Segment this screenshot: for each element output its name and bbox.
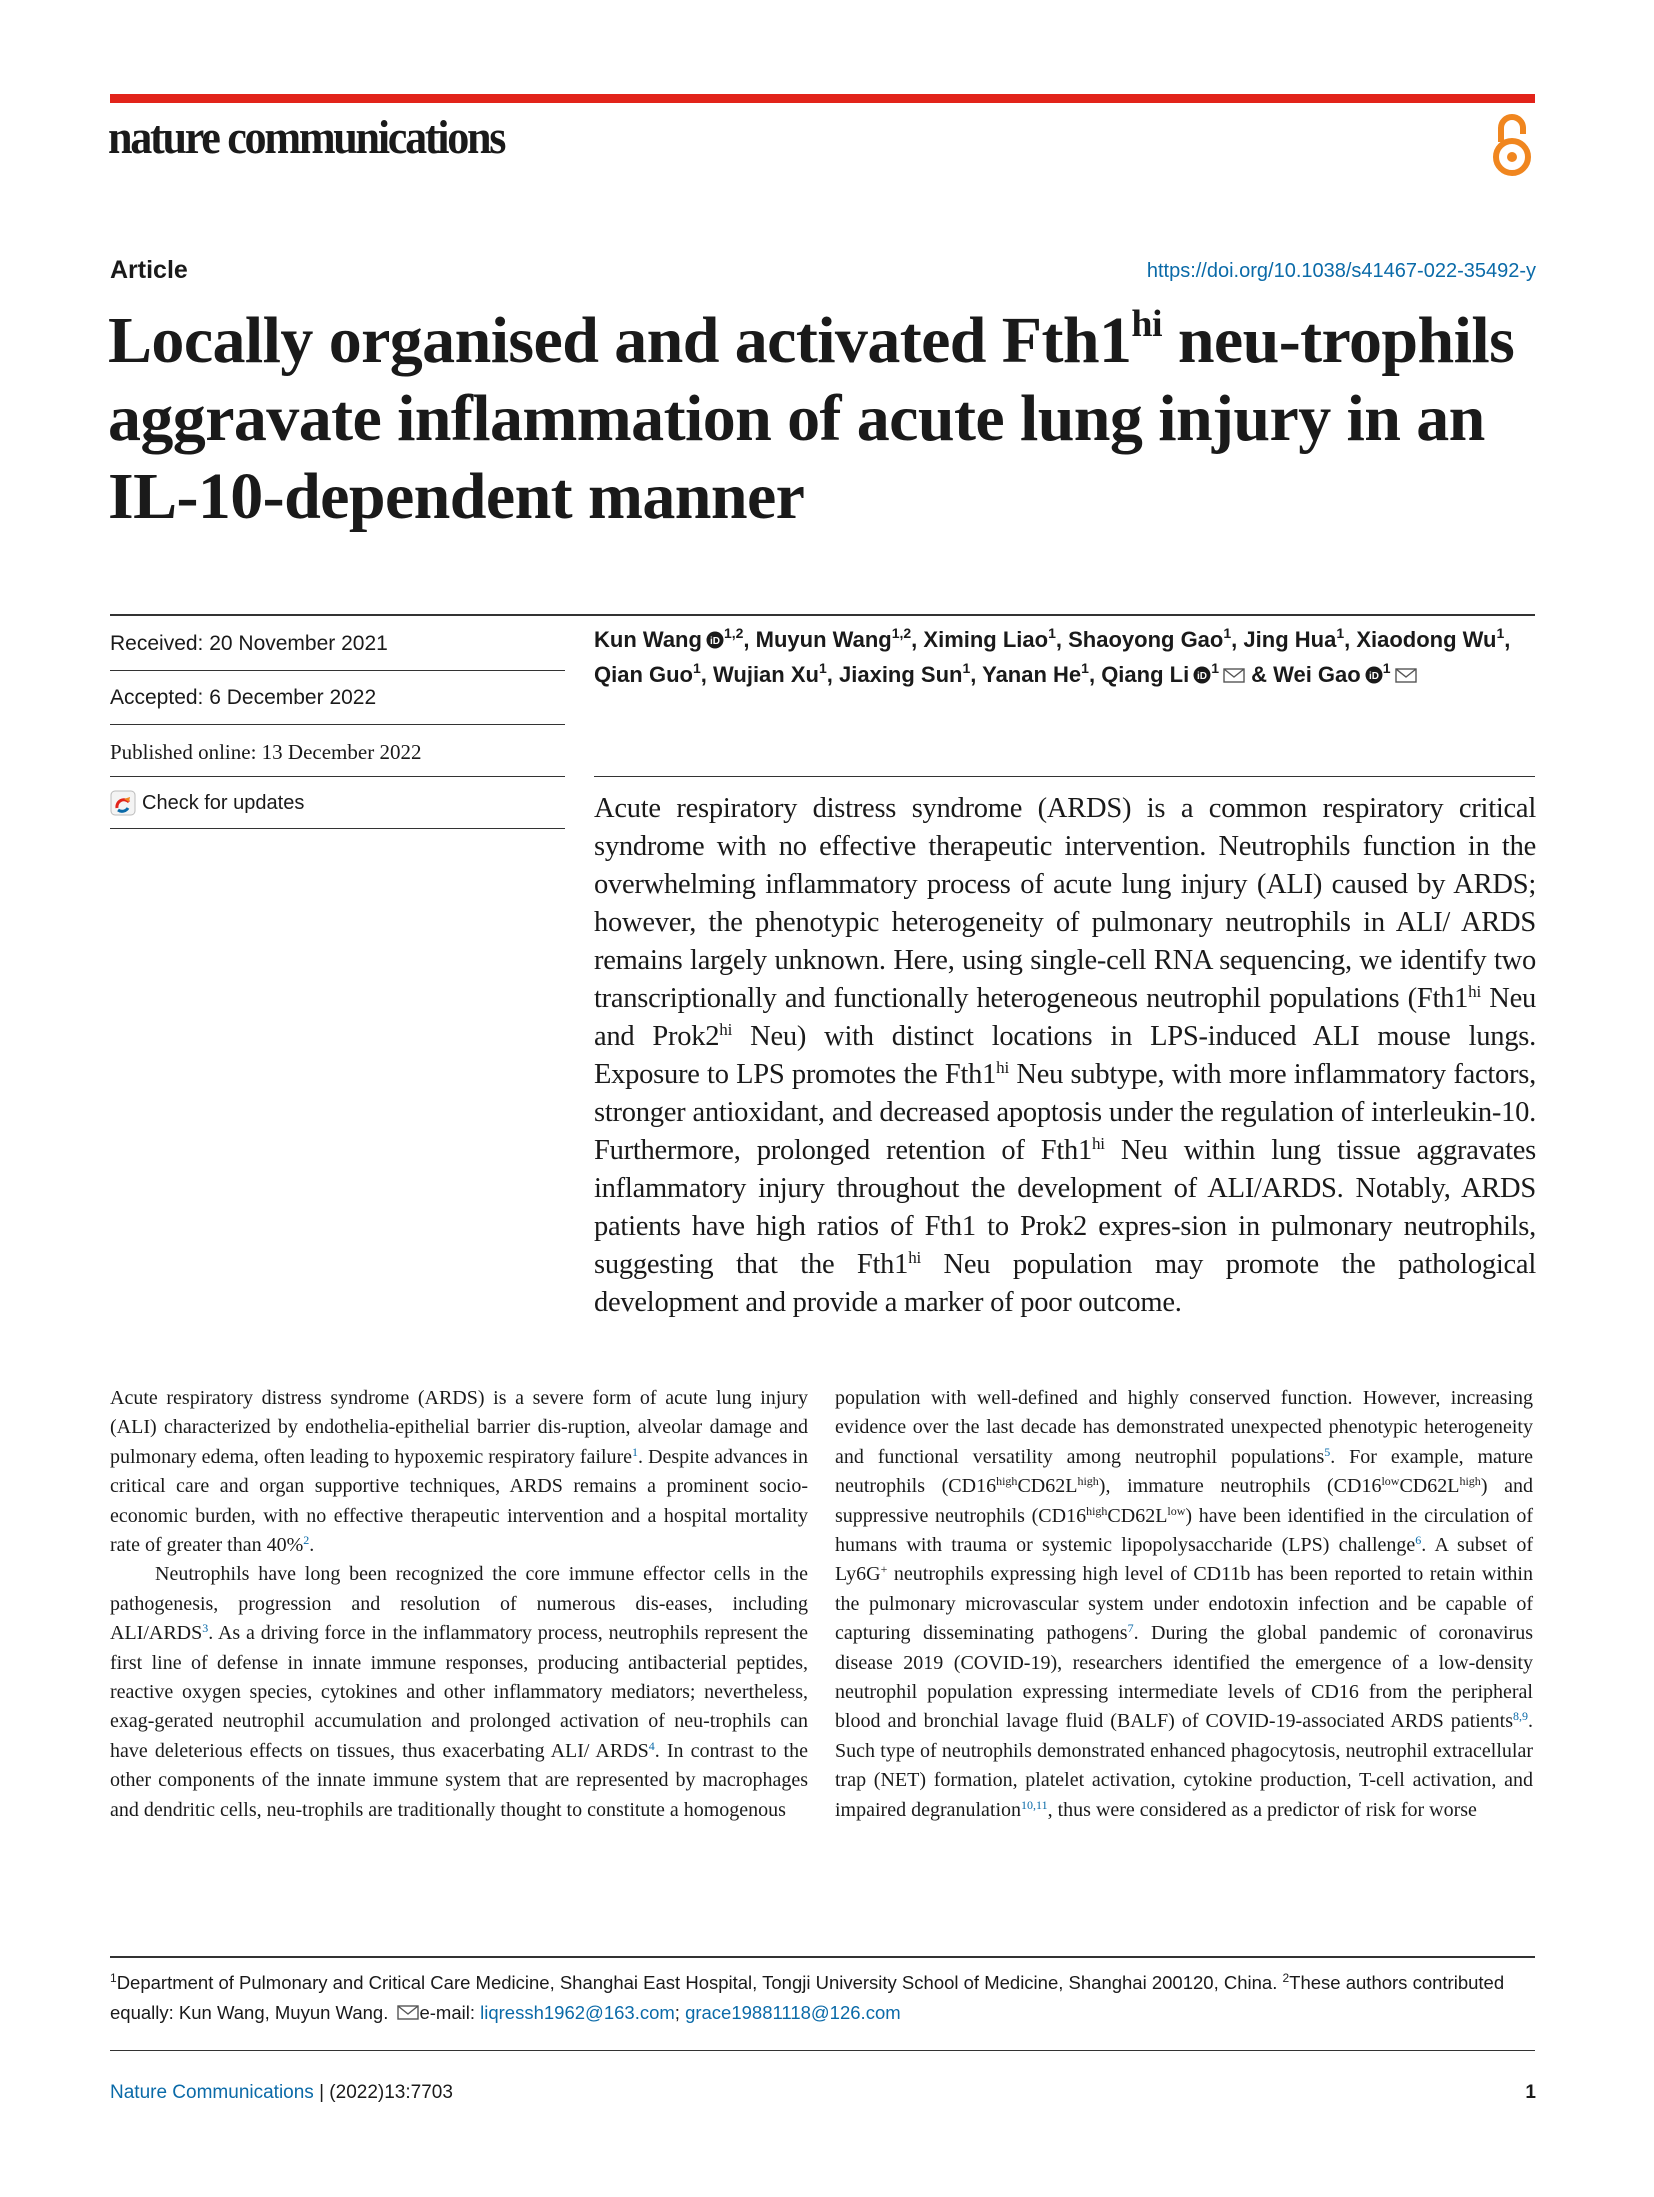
author-name: Qiang Li: [1101, 662, 1190, 687]
footer-volume: | (2022)13:7703: [313, 2082, 453, 2103]
meta-top-rule: [110, 614, 1535, 616]
author-separator: ,: [911, 627, 924, 652]
superscript: high: [1459, 1474, 1481, 1489]
meta-divider: [110, 670, 565, 671]
author: [713, 662, 839, 687]
superscript: hi: [996, 1057, 1009, 1077]
doi-link[interactable]: https://doi.org/10.1038/s41467-022-35492-y: [1146, 260, 1536, 282]
body-column-left: [110, 1384, 808, 1825]
reference-link[interactable]: 1: [632, 1444, 639, 1459]
meta-divider: [110, 724, 565, 725]
author-separator: ,: [970, 662, 983, 687]
author-name: Jiaxing Sun: [839, 662, 963, 687]
superscript: high: [996, 1474, 1018, 1489]
text-run: CD62L: [1107, 1504, 1168, 1527]
footnote-equal-number: 2: [1282, 1971, 1290, 1985]
text-run: Acute respiratory distress syndrome (ARDS) is a common respiratory critical syndrome with no effective therapeutic intervention. Neutrophils function in the overwhelming inflammatory process of acute lung injury (ALI) caused by ARDS; however, the phenotypic heterogeneity of pulmonary neutrophils in ALI/ ARDS remains largely unknown. Here, using single-cell RNA sequencing, we identify two transcriptionally and functionally heterogeneous neutrophil populations (Fth1: [594, 793, 1536, 1014]
svg-text:iD: iD: [1368, 671, 1379, 682]
author-separator: ,: [826, 662, 839, 687]
body-column-right: [835, 1384, 1533, 1825]
footnote-affiliation: Department of Pulmonary and Critical Care Medicine, Shanghai East Hospital, Tongji University School of Medicine, Shanghai 200120, China.: [116, 1972, 1283, 1993]
text-run: . Despite advances in critical care and organ supportive techniques, ARDS remains a prominent socio-economic burden, with no effective therapeutic intervention and a hospital mortality rate of greater than 40%: [110, 1445, 808, 1557]
mail-icon: [397, 2005, 419, 2020]
footnote-email-separator: ;: [674, 2002, 686, 2023]
text-run: Neutrophils have long been recognized the core immune effector cells in the pathogenesis, progression and resolution of numerous dis-eases, including ALI/ARDS: [110, 1563, 808, 1645]
text-run: .: [309, 1534, 315, 1557]
text-run: Acute respiratory distress syndrome (ARDS) is a severe form of acute lung injury (ALI) characterized by endothelia-epithelial barrier dis-ruption, alveolar damage and pulmonary edema, often leading to hypoxemic respiratory failure: [110, 1387, 808, 1468]
article-type-label: Article: [110, 256, 188, 284]
meta-divider: [110, 776, 565, 777]
title-part-2: neu-trophils aggravate inflammation of acute lung injury in an IL-10-dependent manner: [108, 304, 1515, 533]
author: [982, 662, 1101, 687]
text-run: Neu within lung tissue aggravates inflammatory injury throughout the development of ALI/ARDS. Notably, ARDS patients have high ratios of Fth1 to Prok2 expres-sion in pulmonary neutrophils, suggesting that the Fth1: [594, 1135, 1536, 1280]
orcid-icon[interactable]: [706, 631, 724, 649]
abstract-rule: [594, 776, 1535, 777]
text-run: neutrophils expressing high level of CD11b has been reported to retain within the pulmonary microvascular system under endotoxin infection and be capable of capturing disseminating pathogens: [835, 1563, 1533, 1645]
mail-icon[interactable]: [1223, 668, 1245, 683]
author-name: Wujian Xu: [713, 662, 819, 687]
author-name: Qian Guo: [594, 662, 693, 687]
author: [1243, 627, 1356, 652]
check-for-updates-button[interactable]: [110, 790, 304, 816]
orcid-icon[interactable]: [1193, 666, 1211, 684]
title-superscript: hi: [1131, 303, 1162, 345]
reference-link[interactable]: 3: [202, 1621, 209, 1636]
author-name: Muyun Wang: [755, 627, 892, 652]
author: [756, 627, 924, 652]
footer-journal-name[interactable]: Nature Communications: [110, 2082, 314, 2103]
author-affiliation: 1,2: [723, 625, 744, 641]
superscript: +: [880, 1562, 888, 1577]
author-list: [594, 622, 1544, 692]
body-paragraph: [110, 1560, 808, 1825]
text-run: . For example, mature neutrophils (CD16: [835, 1445, 1533, 1498]
check-updates-label: Check for updates: [142, 791, 305, 814]
journal-name: nature communications: [108, 111, 505, 164]
reference-link[interactable]: 5: [1324, 1444, 1331, 1459]
mail-icon[interactable]: [1395, 668, 1417, 683]
text-run: , thus were considered as a predictor of risk for worse: [1047, 1798, 1477, 1821]
author-affiliation: 1: [1223, 625, 1232, 641]
author: [1273, 662, 1416, 687]
check-updates-icon: [110, 790, 136, 816]
author-name: Shaoyong Gao: [1068, 627, 1224, 652]
author-affiliation: 1: [818, 660, 827, 676]
reference-link[interactable]: 2: [303, 1532, 310, 1547]
author-affiliation: 1: [693, 660, 701, 676]
svg-text:iD: iD: [1197, 671, 1208, 682]
superscript: hi: [1468, 981, 1481, 1001]
author-separator: &: [1244, 662, 1274, 687]
email-link-gao[interactable]: grace19881118@126.com: [685, 2002, 901, 2023]
author-affiliation: 1: [1211, 660, 1219, 676]
text-run: . Such type of neutrophils demonstrated enhanced phagocytosis, neutrophil extracellular trap (NET) formation, platelet activation, cytokine production, T-cell activation, and impaired degranulation: [835, 1710, 1533, 1821]
text-run: Neu) with distinct locations in LPS-induced ALI mouse lungs. Exposure to LPS promotes the Fth1: [594, 1021, 1536, 1090]
author-name: Wei Gao: [1273, 662, 1361, 687]
author: [594, 627, 756, 652]
body-paragraph: [110, 1384, 808, 1560]
superscript: low: [1167, 1503, 1186, 1518]
author-affiliation: 1: [1048, 625, 1056, 641]
text-run: ), immature neutrophils (CD16: [1098, 1475, 1382, 1498]
open-access-icon: [1488, 112, 1536, 178]
text-run: ) have been identified in the circulation of humans with trauma or systemic lipopolysaccharide (LPS) challenge: [835, 1504, 1533, 1557]
abstract: [594, 790, 1536, 1322]
text-run: Neu population may promote the pathological development and provide a marker of poor outcome.: [594, 1249, 1536, 1318]
superscript: hi: [1092, 1133, 1105, 1153]
text-run: ) and suppressive neutrophils (CD16: [835, 1475, 1533, 1527]
text-run: Neu and Prok2: [594, 983, 1536, 1052]
footnote-rule: [110, 1956, 1535, 1958]
header-accent-rule: [110, 94, 1535, 103]
superscript: hi: [908, 1247, 921, 1267]
author: [839, 662, 982, 687]
author-affiliation: 1: [1081, 660, 1089, 676]
superscript: high: [1077, 1474, 1099, 1489]
author-affiliation: 1: [962, 660, 971, 676]
received-date: Received: 20 November 2021: [110, 632, 388, 655]
author-name: Xiaodong Wu: [1356, 627, 1497, 652]
title-part-1: Locally organised and activated Fth1: [108, 304, 1132, 377]
article-title: [108, 302, 1548, 536]
footer-rule: [110, 2050, 1535, 2051]
footer-citation: [110, 2082, 453, 2104]
author: [1068, 627, 1243, 652]
email-link-li[interactable]: liqressh1962@163.com: [480, 2002, 675, 2023]
author-affiliation: 1: [1382, 660, 1391, 676]
reference-link[interactable]: 7: [1127, 1621, 1134, 1636]
author-separator: ,: [1088, 662, 1102, 687]
author: [1356, 627, 1510, 652]
text-run: Neu subtype, with more inflammatory factors, stronger antioxidant, and decreased apoptosis under the regulation of interleukin-10. Furthermore, prolonged retention of Fth1: [594, 1059, 1537, 1166]
superscript: low: [1381, 1474, 1400, 1489]
text-run: CD62L: [1017, 1475, 1078, 1498]
author-separator: ,: [1504, 627, 1511, 652]
text-run: . During the global pandemic of coronavirus disease 2019 (COVID-19), researchers identified the emergence of a low-density neutrophil population expressing intermediate levels of CD16 from the peripheral blood and bronchial lavage fluid (BALF) of COVID-19-associated ARDS patients: [835, 1622, 1533, 1733]
author-affiliation: 1: [1336, 625, 1345, 641]
published-date: Published online: 13 December 2022: [110, 740, 422, 764]
text-run: CD62L: [1399, 1475, 1460, 1498]
footnote-email-label: e-mail:: [419, 2002, 481, 2023]
author-separator: ,: [700, 662, 714, 687]
reference-link[interactable]: 6: [1415, 1532, 1422, 1547]
author-name: Kun Wang: [594, 627, 702, 652]
text-run: . A subset of Ly6G: [835, 1534, 1533, 1586]
affiliation-footnote: [110, 1968, 1540, 2028]
text-run: . As a driving force in the inflammatory process, neutrophils represent the first line of defense in innate immune responses, producing antibacterial peptides, reactive oxygen species, cytokines and other inflammatory mediators; nevertheless, exag-gerated neutrophil accumulation and prolonged activation of neu-trophils can have deleterious effects on tissues, thus exacerbating ALI/ ARDS: [110, 1622, 808, 1762]
author-separator: ,: [1055, 627, 1069, 652]
text-run: . In contrast to the other components of the innate immune system that are represented by macrophages and dendritic cells, neu-trophils are traditionally thought to constitute a homogenous: [110, 1739, 808, 1821]
author-affiliation: 1,2: [891, 625, 912, 641]
author: [923, 627, 1068, 652]
author-separator: ,: [743, 627, 756, 652]
superscript: hi: [719, 1019, 733, 1039]
page-number: 1: [1525, 2082, 1536, 2103]
accepted-date: Accepted: 6 December 2022: [110, 686, 377, 709]
author-name: Yanan He: [982, 662, 1082, 687]
author-name: Ximing Liao: [923, 627, 1049, 652]
orcid-icon[interactable]: [1365, 666, 1383, 684]
footnote-equal-contribution: These authors contributed equally: Kun Wang, Muyun Wang.: [110, 1972, 1505, 2023]
author-affiliation: 1: [1496, 625, 1505, 641]
body-paragraph: [835, 1384, 1533, 1825]
superscript: high: [1086, 1503, 1108, 1518]
author-separator: ,: [1231, 627, 1244, 652]
meta-divider: [110, 828, 565, 829]
footnote-aff-number: 1: [110, 1971, 117, 1985]
author: [594, 662, 713, 687]
text-run: population with well-defined and highly conserved function. However, increasing evidence over the last decade has demonstrated unexpected phenotypic heterogeneity and functional versatility among neutrophil populations: [835, 1387, 1533, 1468]
reference-link[interactable]: 4: [648, 1738, 655, 1753]
author: [1101, 662, 1273, 687]
reference-link[interactable]: 10,11: [1021, 1797, 1048, 1812]
author-separator: ,: [1344, 627, 1357, 652]
author-name: Jing Hua: [1243, 627, 1337, 652]
reference-link[interactable]: 8,9: [1513, 1709, 1528, 1724]
svg-text:iD: iD: [709, 636, 720, 647]
